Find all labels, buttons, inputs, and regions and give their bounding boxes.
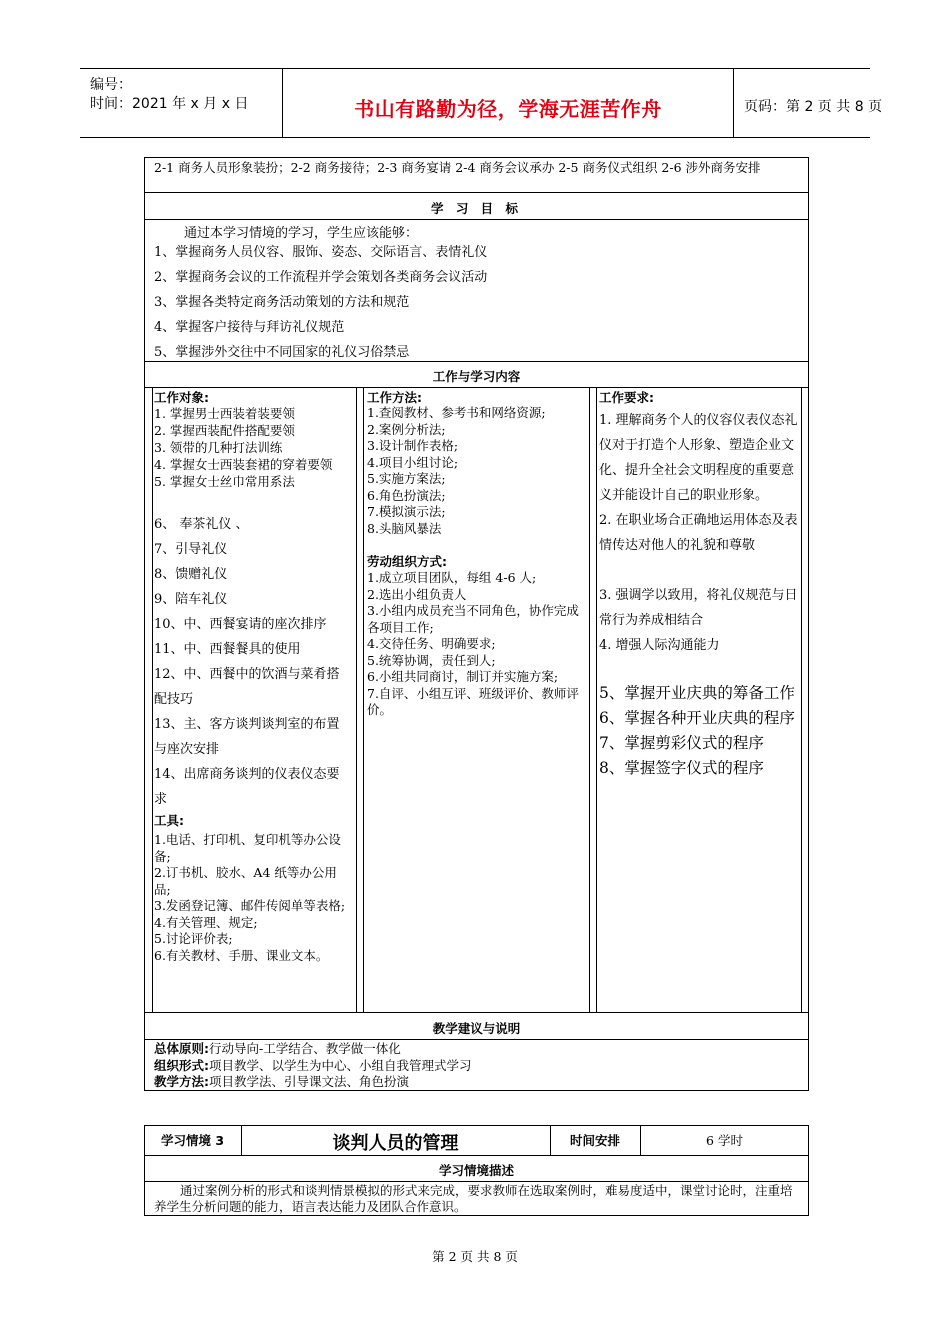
object-item: 14、出席商务谈判的仪表仪态要求 — [154, 767, 340, 807]
context3-label: 学习情境 3 — [160, 1133, 225, 1148]
org-item: 5.统筹协调，责任到人; — [367, 652, 496, 668]
object-item: 5. 掌握女士丝巾常用系法 — [154, 474, 295, 489]
tools-list — [154, 832, 351, 964]
advice-text: 项目教学、以学生为中心、小组自我管理式学习 — [209, 1057, 472, 1073]
org-item: 2.选出小组负责人 — [367, 586, 467, 602]
goals-lead: 通过本学习情境的学习，学生应该能够： — [184, 226, 419, 241]
page-header — [80, 68, 883, 138]
goal-item: 5、掌握涉外交往中不同国家的礼仪习俗禁忌 — [154, 345, 410, 360]
req-item: 7、掌握剪彩仪式的程序 — [599, 734, 764, 752]
context3-desc: 通过案例分析的形式和谈判情景模拟的形式来完成，要求教师在选取案例时，难易度适中，课堂讨论时，注重培养学生分析问题的能力，语言表达能力及团队合作意识。 — [154, 1183, 793, 1214]
req-list-large — [599, 681, 800, 781]
req-item: 5、掌握开业庆典的筹备工作 — [599, 684, 795, 702]
advice-text: 行动导向-工学结合、教学做一体化 — [209, 1041, 401, 1056]
method-item: 3.设计制作表格; — [367, 438, 459, 453]
req-list-small — [599, 408, 799, 658]
goals-title: 学 习 目 标 — [430, 201, 523, 216]
tools-title: 工具: — [154, 813, 184, 828]
objects-list-top — [154, 405, 354, 490]
method-item: 5.实施方案法; — [367, 471, 446, 486]
object-item: 3. 领带的几种打法训练 — [154, 440, 283, 455]
motto: 书山有路勤为径，学海无涯苦作舟 — [354, 97, 662, 121]
org-item: 7.自评、小组互评、班级评价、教师评价。 — [367, 685, 579, 717]
advice-row — [154, 1074, 802, 1091]
methods-title: 工作方法: — [367, 390, 422, 405]
header-page-cell — [734, 69, 883, 137]
advice-label: 总体原则: — [154, 1041, 209, 1056]
code-label: 编号： — [90, 77, 132, 93]
objects-list-mid — [154, 512, 349, 812]
object-item: 4. 掌握女士西装套裙的穿着要领 — [154, 457, 333, 472]
tool-item: 5.讨论评价表; — [154, 931, 233, 946]
org-item: 4.交待任务、明确要求; — [367, 636, 496, 651]
advice-title: 教学建议与说明 — [432, 1021, 521, 1036]
methods-list — [367, 405, 583, 537]
context3-time-label: 时间安排 — [569, 1133, 620, 1148]
req-item: 8、掌握签字仪式的程序 — [599, 759, 764, 777]
tool-item: 6.有关教材、手册、课业文本。 — [154, 947, 329, 963]
tool-item: 1.电话、打印机、复印机等办公设备; — [154, 832, 341, 864]
context3-desc-title: 学习情境描述 — [438, 1163, 514, 1178]
context3-name: 谈判人员的管理 — [332, 1133, 459, 1154]
object-item: 2. 掌握西装配件搭配要领 — [154, 423, 295, 438]
org-title: 劳动组织方式: — [367, 554, 447, 569]
goal-item: 2、掌握商务会议的工作流程并学会策划各类商务会议活动 — [154, 270, 488, 285]
intro-text: 2-1 商务人员形象装扮；2-2 商务接待；2-3 商务宴请 2-4 商务会议承办 2-5 商务仪式组织 2-6 涉外商务安排 — [154, 160, 761, 175]
object-item: 12、中、西餐中的饮酒与菜肴搭配技巧 — [154, 667, 340, 707]
object-item: 11、中、西餐餐具的使用 — [154, 642, 301, 657]
req-title: 工作要求: — [599, 390, 654, 405]
req-item: 4. 增强人际沟通能力 — [599, 638, 720, 653]
method-item: 7.模拟演示法; — [367, 504, 446, 519]
method-item: 6.角色扮演法; — [367, 487, 446, 503]
page-footer: 第 2 页 共 8 页 — [432, 1249, 518, 1264]
tool-item: 2.订书机、胶水、A4 纸等办公用品; — [154, 865, 337, 897]
header-motto-cell — [282, 69, 734, 137]
objects-title: 工作对象: — [154, 390, 209, 405]
org-item: 3.小组内成员充当不同角色，协作完成各项目工作; — [367, 603, 579, 635]
goal-item: 3、掌握各类特定商务活动策划的方法和规范 — [154, 295, 410, 310]
object-item: 7、引导礼仪 — [154, 542, 228, 557]
method-item: 4.项目小组讨论; — [367, 454, 459, 470]
method-item: 1.查阅教材、参考书和网络资源; — [367, 405, 546, 420]
advice-label: 组织形式: — [154, 1057, 209, 1073]
org-item: 1.成立项目团队，每组 4-6 人; — [367, 570, 537, 585]
object-item: 6、 奉茶礼仪 、 — [154, 517, 249, 532]
org-list — [367, 570, 583, 719]
advice-text: 项目教学法、引导课文法、角色扮演 — [209, 1074, 410, 1089]
tool-item: 3.发函登记簿、邮件传阅单等表格; — [154, 898, 346, 913]
req-item: 6、掌握各种开业庆典的程序 — [599, 709, 795, 727]
date-line: 时间：2021 年 x 月 x 日 — [90, 96, 249, 112]
req-item: 1. 理解商务个人的仪容仪表仪态礼仪对于打造个人形象、塑造企业文化、提升全社会文明程度的重要意义并能设计自己的职业形象。 — [599, 413, 798, 503]
advice-rows — [154, 1041, 802, 1091]
advice-label: 教学方法: — [154, 1074, 209, 1089]
context3-time-value: 6 学时 — [706, 1133, 743, 1148]
page-number: 页码：第 2 页 共 8 页 — [744, 99, 883, 115]
method-item: 2.案例分析法; — [367, 421, 446, 437]
work-title: 工作与学习内容 — [432, 369, 521, 384]
advice-row — [154, 1041, 802, 1058]
object-item: 8、馈赠礼仪 — [154, 567, 228, 582]
method-item: 8.头脑风暴法 — [367, 520, 442, 536]
req-item: 3. 强调学以致用，将礼仪规范与日常行为养成相结合 — [599, 588, 798, 628]
goal-item: 4、掌握客户接待与拜访礼仪规范 — [154, 320, 345, 335]
goal-item: 1、掌握商务人员仪容、服饰、姿态、交际语言、表情礼仪 — [154, 245, 488, 260]
org-item: 6.小组共同商讨，制订并实施方案; — [367, 669, 559, 684]
object-item: 10、中、西餐宴请的座次排序 — [154, 617, 327, 632]
object-item: 9、陪车礼仪 — [154, 592, 228, 607]
tool-item: 4.有关管理、规定; — [154, 914, 258, 930]
header-meta — [80, 69, 282, 137]
advice-row — [154, 1058, 802, 1075]
object-item: 13、主、客方谈判谈判室的布置与座次安排 — [154, 717, 340, 757]
req-item: 2. 在职业场合正确地运用体态及表情传达对他人的礼貌和尊敬 — [599, 513, 798, 553]
object-item: 1. 掌握男士西装着装要领 — [154, 406, 295, 421]
